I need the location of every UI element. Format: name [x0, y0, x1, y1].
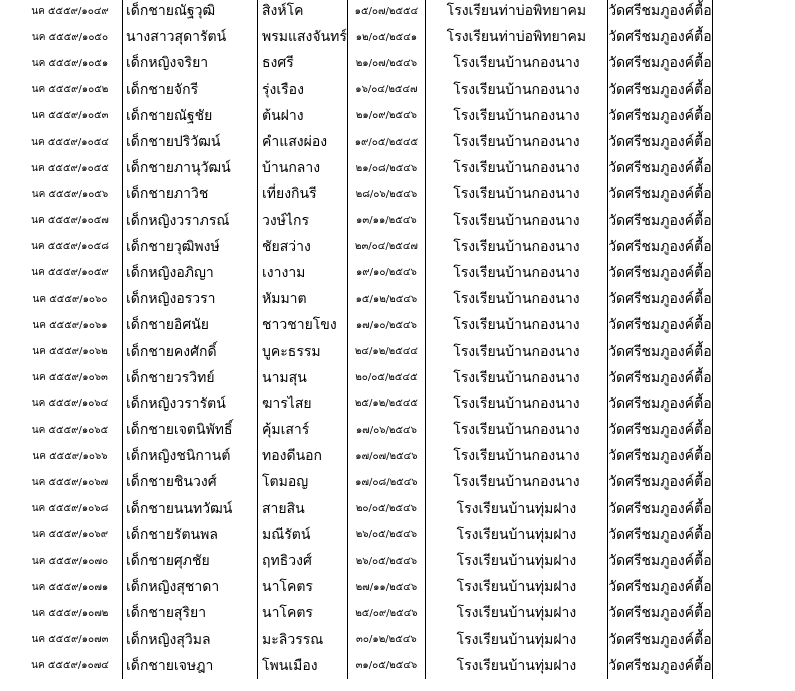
surname-cell: ทองดีนอก	[258, 443, 348, 469]
temple-cell: วัดศรีชมภูองค์ตื้อ	[607, 548, 712, 574]
first-name-cell: เด็กชายเจษฎา	[123, 653, 258, 679]
temple-cell: วัดศรีชมภูองค์ตื้อ	[607, 312, 712, 338]
birth-date-cell: ๑๗/๐๗/๒๕๔๖	[347, 443, 425, 469]
table-row	[18, 234, 712, 260]
first-name-cell: เด็กชายเจตนิพัทธิ์	[123, 417, 258, 443]
record-id-cell: นค ๕๕๕๙/๑๐๗๔	[18, 653, 123, 679]
table-row	[18, 50, 712, 76]
first-name-cell: เด็กชายชินวงศ์	[123, 469, 258, 495]
school-cell: โรงเรียนบ้านกองนาง	[425, 77, 607, 103]
school-cell: โรงเรียนบ้านกองนาง	[425, 338, 607, 364]
birth-date-cell: ๒๐/๐๕/๒๕๔๖	[347, 496, 425, 522]
school-cell: โรงเรียนบ้านทุ่มฝาง	[425, 627, 607, 653]
surname-cell: ธงศรี	[258, 50, 348, 76]
first-name-cell: เด็กหญิงชนิกานต์	[123, 443, 258, 469]
record-id-cell: นค ๕๕๕๙/๑๐๖๖	[18, 443, 123, 469]
surname-cell: หัมมาต	[258, 286, 348, 312]
surname-cell: เงางาม	[258, 260, 348, 286]
birth-date-cell: ๑๗/๐๖/๒๕๔๖	[347, 417, 425, 443]
birth-date-cell: ๒๗/๑๑/๒๕๔๖	[347, 574, 425, 600]
first-name-cell: เด็กชายวรวิทย์	[123, 365, 258, 391]
table-row	[18, 312, 712, 338]
temple-cell: วัดศรีชมภูองค์ตื้อ	[607, 129, 712, 155]
birth-date-cell: ๒๓/๐๔/๒๕๔๗	[347, 234, 425, 260]
temple-cell: วัดศรีชมภูองค์ตื้อ	[607, 77, 712, 103]
temple-cell: วัดศรีชมภูองค์ตื้อ	[607, 522, 712, 548]
first-name-cell: เด็กหญิงอรวรา	[123, 286, 258, 312]
record-id-cell: นค ๕๕๕๙/๑๐๕๔	[18, 129, 123, 155]
table-row	[18, 574, 712, 600]
surname-cell: บูคะธรรม	[258, 338, 348, 364]
surname-cell: ชาวชายโขง	[258, 312, 348, 338]
birth-date-cell: ๒๑/๐๘/๒๕๔๖	[347, 155, 425, 181]
table-row	[18, 338, 712, 364]
temple-cell: วัดศรีชมภูองค์ตื้อ	[607, 0, 712, 24]
record-id-cell: นค ๕๕๕๙/๑๐๕๘	[18, 234, 123, 260]
table-row	[18, 417, 712, 443]
first-name-cell: เด็กชายอิศนัย	[123, 312, 258, 338]
school-cell: โรงเรียนบ้านกองนาง	[425, 208, 607, 234]
temple-cell: วัดศรีชมภูองค์ตื้อ	[607, 443, 712, 469]
birth-date-cell: ๑๓/๑๑/๒๕๔๖	[347, 208, 425, 234]
surname-cell: มะลิวรรณ	[258, 627, 348, 653]
first-name-cell: เด็กชายปริวัฒน์	[123, 129, 258, 155]
record-id-cell: นค ๕๕๕๙/๑๐๕๐	[18, 24, 123, 50]
first-name-cell: เด็กชายณัฐวุฒิ	[123, 0, 258, 24]
school-cell: โรงเรียนบ้านกองนาง	[425, 155, 607, 181]
table-row	[18, 496, 712, 522]
surname-cell: นามสุน	[258, 365, 348, 391]
temple-cell: วัดศรีชมภูองค์ตื้อ	[607, 496, 712, 522]
school-cell: โรงเรียนท่าบ่อพิทยาคม	[425, 0, 607, 24]
school-cell: โรงเรียนบ้านกองนาง	[425, 365, 607, 391]
record-id-cell: นค ๕๕๕๙/๑๐๖๕	[18, 417, 123, 443]
temple-cell: วัดศรีชมภูองค์ตื้อ	[607, 627, 712, 653]
record-id-cell: นค ๕๕๕๙/๑๐๕๙	[18, 260, 123, 286]
school-cell: โรงเรียนบ้านกองนาง	[425, 181, 607, 207]
birth-date-cell: ๓๑/๐๕/๒๕๔๖	[347, 653, 425, 679]
record-id-cell: นค ๕๕๕๙/๑๐๖๐	[18, 286, 123, 312]
record-id-cell: นค ๕๕๕๙/๑๐๕๗	[18, 208, 123, 234]
temple-cell: วัดศรีชมภูองค์ตื้อ	[607, 208, 712, 234]
table-row	[18, 155, 712, 181]
table-row	[18, 286, 712, 312]
school-cell: โรงเรียนบ้านกองนาง	[425, 129, 607, 155]
table-row	[18, 548, 712, 574]
birth-date-cell: ๑๗/๑๐/๒๕๔๖	[347, 312, 425, 338]
temple-cell: วัดศรีชมภูองค์ตื้อ	[607, 338, 712, 364]
surname-cell: เที่ยงกินรี	[258, 181, 348, 207]
table-row	[18, 627, 712, 653]
surname-cell: พรมแสงจันทร์	[258, 24, 348, 50]
first-name-cell: เด็กชายวุฒิพงษ์	[123, 234, 258, 260]
temple-cell: วัดศรีชมภูองค์ตื้อ	[607, 417, 712, 443]
school-cell: โรงเรียนบ้านกองนาง	[425, 103, 607, 129]
record-id-cell: นค ๕๕๕๙/๑๐๖๒	[18, 338, 123, 364]
table-row	[18, 469, 712, 495]
table-row	[18, 103, 712, 129]
surname-cell: สิงห์โค	[258, 0, 348, 24]
table-row	[18, 600, 712, 626]
record-id-cell: นค ๕๕๕๙/๑๐๖๘	[18, 496, 123, 522]
first-name-cell: เด็กชายจักรี	[123, 77, 258, 103]
temple-cell: วัดศรีชมภูองค์ตื้อ	[607, 286, 712, 312]
school-cell: โรงเรียนบ้านทุ่มฝาง	[425, 653, 607, 679]
temple-cell: วัดศรีชมภูองค์ตื้อ	[607, 391, 712, 417]
table-row	[18, 365, 712, 391]
record-id-cell: นค ๕๕๕๙/๑๐๗๑	[18, 574, 123, 600]
table-row	[18, 443, 712, 469]
school-cell: โรงเรียนบ้านทุ่มฝาง	[425, 496, 607, 522]
first-name-cell: เด็กหญิงสุวิมล	[123, 627, 258, 653]
birth-date-cell: ๑๕/๑๒/๒๕๔๖	[347, 286, 425, 312]
table-row	[18, 181, 712, 207]
first-name-cell: เด็กชายรัตนพล	[123, 522, 258, 548]
table-row	[18, 522, 712, 548]
surname-cell: ฤทธิวงศ์	[258, 548, 348, 574]
birth-date-cell: ๑๒/๐๕/๒๕๔๑	[347, 24, 425, 50]
table-row	[18, 653, 712, 679]
record-id-cell: นค ๕๕๕๙/๑๐๕๖	[18, 181, 123, 207]
temple-cell: วัดศรีชมภูองค์ตื้อ	[607, 653, 712, 679]
first-name-cell: เด็กชายณัฐชัย	[123, 103, 258, 129]
school-cell: โรงเรียนบ้านกองนาง	[425, 234, 607, 260]
school-cell: โรงเรียนบ้านกองนาง	[425, 50, 607, 76]
first-name-cell: เด็กชายนนทวัฒน์	[123, 496, 258, 522]
first-name-cell: นางสาวสุดารัตน์	[123, 24, 258, 50]
surname-cell: ต้นฝาง	[258, 103, 348, 129]
table-row	[18, 129, 712, 155]
table-row	[18, 391, 712, 417]
birth-date-cell: ๒๐/๐๕/๒๕๔๕	[347, 365, 425, 391]
record-id-cell: นค ๕๕๕๙/๑๐๕๒	[18, 77, 123, 103]
surname-cell: โตมอญ	[258, 469, 348, 495]
birth-date-cell: ๑๙/๐๕/๒๕๔๕	[347, 129, 425, 155]
record-id-cell: นค ๕๕๕๙/๑๐๖๔	[18, 391, 123, 417]
birth-date-cell: ๒๑/๐๙/๒๕๔๖	[347, 103, 425, 129]
surname-cell: คำแสงผ่อง	[258, 129, 348, 155]
temple-cell: วัดศรีชมภูองค์ตื้อ	[607, 365, 712, 391]
temple-cell: วัดศรีชมภูองค์ตื้อ	[607, 24, 712, 50]
first-name-cell: เด็กหญิงสุชาดา	[123, 574, 258, 600]
birth-date-cell: ๒๖/๐๕/๒๕๔๖	[347, 522, 425, 548]
school-cell: โรงเรียนบ้านทุ่มฝาง	[425, 600, 607, 626]
temple-cell: วัดศรีชมภูองค์ตื้อ	[607, 260, 712, 286]
temple-cell: วัดศรีชมภูองค์ตื้อ	[607, 600, 712, 626]
birth-date-cell: ๓๐/๑๒/๒๕๔๖	[347, 627, 425, 653]
temple-cell: วัดศรีชมภูองค์ตื้อ	[607, 103, 712, 129]
surname-cell: บ้านกลาง	[258, 155, 348, 181]
surname-cell: วงษ์ไกร	[258, 208, 348, 234]
first-name-cell: เด็กชายภาวิช	[123, 181, 258, 207]
surname-cell: สายสิน	[258, 496, 348, 522]
birth-date-cell: ๒๖/๐๕/๒๕๔๖	[347, 548, 425, 574]
birth-date-cell: ๒๕/๐๙/๒๕๔๖	[347, 600, 425, 626]
record-id-cell: นค ๕๕๕๙/๑๐๗๐	[18, 548, 123, 574]
first-name-cell: เด็กชายภานุวัฒน์	[123, 155, 258, 181]
table-row	[18, 24, 712, 50]
table-row	[18, 0, 712, 24]
record-id-cell: นค ๕๕๕๙/๑๐๗๒	[18, 600, 123, 626]
birth-date-cell: ๑๖/๐๔/๒๕๔๗	[347, 77, 425, 103]
school-cell: โรงเรียนบ้านทุ่มฝาง	[425, 574, 607, 600]
table-row	[18, 77, 712, 103]
first-name-cell: เด็กหญิงวรารัตน์	[123, 391, 258, 417]
surname-cell: โพนเมือง	[258, 653, 348, 679]
record-id-cell: นค ๕๕๕๙/๑๐๔๙	[18, 0, 123, 24]
first-name-cell: เด็กชายสุริยา	[123, 600, 258, 626]
record-id-cell: นค ๕๕๕๙/๑๐๖๓	[18, 365, 123, 391]
temple-cell: วัดศรีชมภูองค์ตื้อ	[607, 574, 712, 600]
surname-cell: นาโคตร	[258, 574, 348, 600]
first-name-cell: เด็กชายศุภชัย	[123, 548, 258, 574]
birth-date-cell: ๑๙/๑๐/๒๕๔๖	[347, 260, 425, 286]
record-id-cell: นค ๕๕๕๙/๑๐๗๓	[18, 627, 123, 653]
temple-cell: วัดศรีชมภูองค์ตื้อ	[607, 155, 712, 181]
record-id-cell: นค ๕๕๕๙/๑๐๕๕	[18, 155, 123, 181]
birth-date-cell: ๒๑/๐๗/๒๕๔๖	[347, 50, 425, 76]
registry-table-body	[18, 0, 712, 679]
school-cell: โรงเรียนบ้านกองนาง	[425, 417, 607, 443]
birth-date-cell: ๒๕/๑๒/๒๕๔๕	[347, 391, 425, 417]
surname-cell: นาโคตร	[258, 600, 348, 626]
table-row	[18, 260, 712, 286]
registry-table	[18, 0, 713, 679]
temple-cell: วัดศรีชมภูองค์ตื้อ	[607, 234, 712, 260]
school-cell: โรงเรียนบ้านกองนาง	[425, 286, 607, 312]
first-name-cell: เด็กหญิงจริยา	[123, 50, 258, 76]
school-cell: โรงเรียนบ้านกองนาง	[425, 312, 607, 338]
school-cell: โรงเรียนบ้านกองนาง	[425, 469, 607, 495]
school-cell: โรงเรียนบ้านทุ่มฝาง	[425, 548, 607, 574]
birth-date-cell: ๑๕/๐๗/๒๕๕๔	[347, 0, 425, 24]
school-cell: โรงเรียนบ้านกองนาง	[425, 260, 607, 286]
surname-cell: รุ่งเรือง	[258, 77, 348, 103]
birth-date-cell: ๒๘/๐๖/๒๕๔๖	[347, 181, 425, 207]
school-cell: โรงเรียนบ้านกองนาง	[425, 443, 607, 469]
record-id-cell: นค ๕๕๕๙/๑๐๕๓	[18, 103, 123, 129]
school-cell: โรงเรียนบ้านกองนาง	[425, 391, 607, 417]
temple-cell: วัดศรีชมภูองค์ตื้อ	[607, 181, 712, 207]
surname-cell: คุ้มเสาร์	[258, 417, 348, 443]
record-id-cell: นค ๕๕๕๙/๑๐๖๗	[18, 469, 123, 495]
record-id-cell: นค ๕๕๕๙/๑๐๕๑	[18, 50, 123, 76]
surname-cell: ชัยสว่าง	[258, 234, 348, 260]
school-cell: โรงเรียนบ้านทุ่มฝาง	[425, 522, 607, 548]
surname-cell: ฆารไสย	[258, 391, 348, 417]
record-id-cell: นค ๕๕๕๙/๑๐๖๑	[18, 312, 123, 338]
temple-cell: วัดศรีชมภูองค์ตื้อ	[607, 50, 712, 76]
school-cell: โรงเรียนท่าบ่อพิทยาคม	[425, 24, 607, 50]
record-id-cell: นค ๕๕๕๙/๑๐๖๙	[18, 522, 123, 548]
birth-date-cell: ๒๔/๑๒/๒๕๔๔	[347, 338, 425, 364]
first-name-cell: เด็กชายคงศักดิ์	[123, 338, 258, 364]
first-name-cell: เด็กหญิงอภิญา	[123, 260, 258, 286]
table-row	[18, 208, 712, 234]
surname-cell: มณีรัตน์	[258, 522, 348, 548]
birth-date-cell: ๑๗/๐๘/๒๕๔๖	[347, 469, 425, 495]
first-name-cell: เด็กหญิงวราภรณ์	[123, 208, 258, 234]
temple-cell: วัดศรีชมภูองค์ตื้อ	[607, 469, 712, 495]
